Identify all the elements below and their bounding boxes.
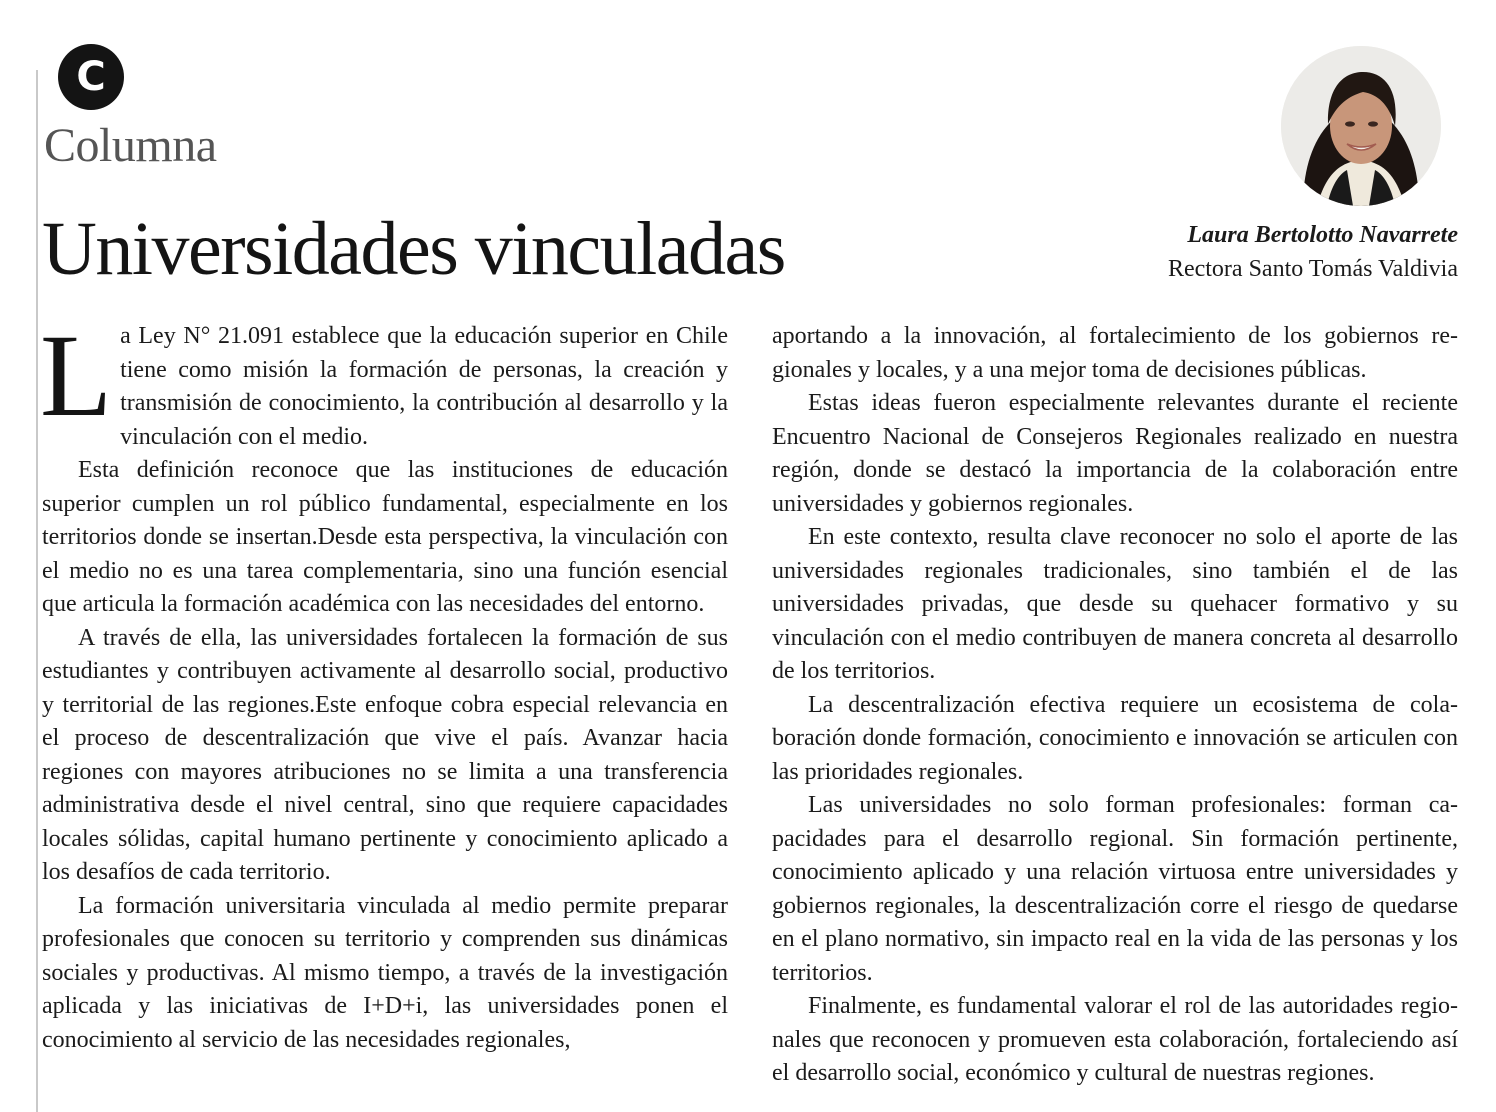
article-paragraph (40, 310, 728, 454)
section-badge (58, 44, 124, 110)
section-label: Columna (44, 119, 217, 172)
article-paragraph: aportando a la innovación, al fortalecimiento de los gobiernos regionales y locales, y a una mejor toma de decisiones públicas. (772, 323, 1458, 383)
article-column-right (772, 320, 1458, 1091)
article-title: Universidades vinculadas (42, 207, 785, 291)
article-paragraph: Las universidades no solo forman profesionales: forman capacidades para el desarrollo regional. Sin formación pertinente, conocimiento aplicado y una relación virtuosa entre universidades y gobiernos regionales, la descentralización corre el riesgo de quedarse en el plano normativo, sin impacto real en la vida de las personas y los territorios. (772, 792, 1458, 986)
article-paragraph: Estas ideas fueron especialmente relevantes durante el reciente Encuentro Nacional de Consejeros Regionales realizado en nuestra región, donde se destacó la importancia de la colaboración entre universidades y gobiernos regionales. (772, 390, 1458, 517)
article-column-left (40, 310, 728, 1057)
author-name: Laura Bertolotto Navarrete (1187, 222, 1458, 248)
author-portrait-icon (1281, 46, 1441, 206)
article-paragraph: La formación universitaria vinculada al medio permite preparar profesionales que conocen su territorio y comprenden sus dinámicas sociales y productivas. Al mismo tiempo, a través de la investigación aplicada y las iniciativas de I+D+i, las universidades ponen el conocimiento al servicio de las necesidades regionales, (42, 892, 728, 1053)
section-badge-letter: C (76, 54, 106, 100)
article-paragraph: A través de ella, las universidades fortalecen la formación de sus estudiantes y contribuyen activamente al desarrollo social, productivo y territorial de las regiones.Este enfoque cobra especial relevancia en el proceso de descentralización que vive el país. Avanzar hacia regiones con mayores atribuciones no se limita a una transferencia administrativa desde el nivel central, sino que requiere capacidades locales sólidas, capital humano pertinente y conocimiento aplicado a los desafíos de cada territorio. (42, 624, 728, 885)
article-paragraph: Esta definición reconoce que las instituciones de educación superior cumplen un rol público fundamental, especialmente en los territorios donde se insertan.Desde esta perspectiva, la vinculación con el medio no es una tarea complementaria, sino una función esencial que articula la formación académica con las necesidades del entorno. (42, 457, 728, 617)
page-edge-rule (36, 70, 38, 1112)
author-role: Rectora Santo Tomás Valdivia (1167, 256, 1458, 282)
article-paragraph: En este contexto, resulta clave reconocer no solo el aporte de las universidades regionales tradicionales, sino también el de las universidades privadas, que desde su quehacer formativo y su vinculación con el medio contribuyen de manera concreta al desarrollo de los territorios. (772, 524, 1458, 684)
article-paragraph: La descentralización efectiva requiere un ecosistema de colaboración donde formación, conocimiento e innovación se articulen con las prioridades regionales. (772, 691, 1458, 785)
paragraph-text: a Ley N° 21.091 establece que la educación superior en Chile tiene como misión la formación de personas, la creación y transmisión de conocimiento, la contribución al desarrollo y la vinculación con el medio. (120, 323, 728, 450)
article-paragraph: Finalmente, es fundamental valorar el rol de las autoridades regionales que reconocen y promueven esta colaboración, fortaleciendo así el desarrollo social, económico y cultural de nuestras regiones. (772, 993, 1458, 1086)
drop-cap: L (40, 310, 113, 441)
